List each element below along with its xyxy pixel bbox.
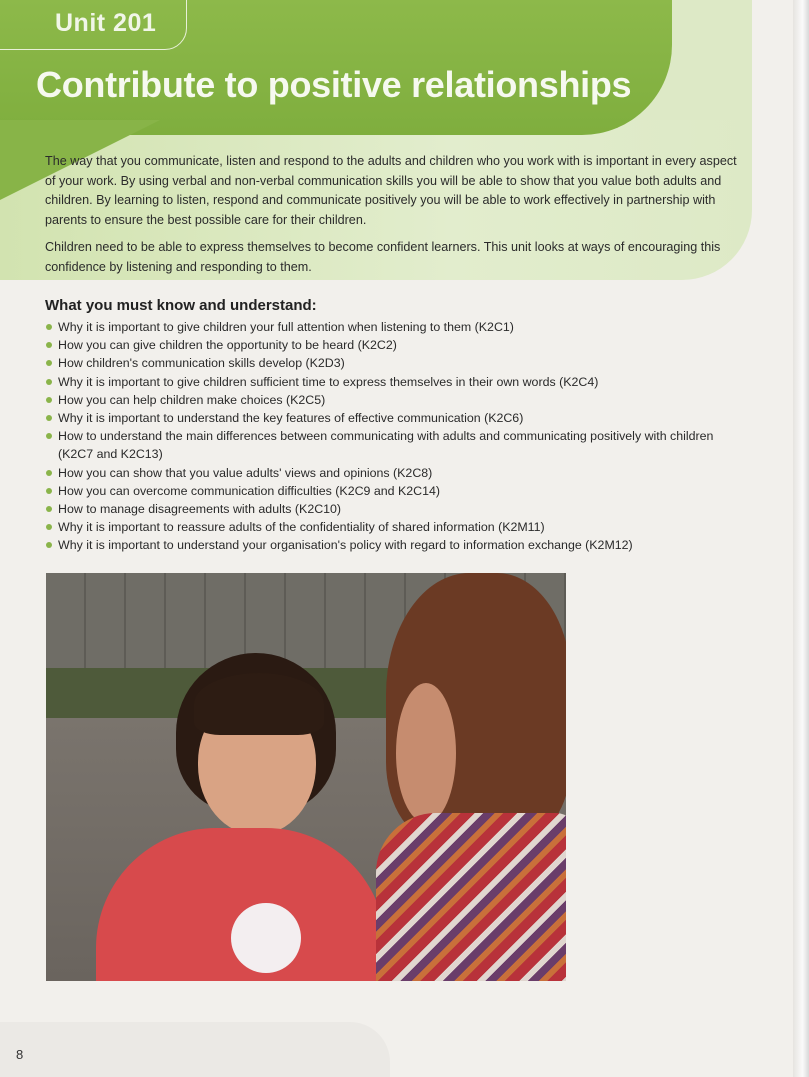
photo-woman-face <box>396 683 456 823</box>
learning-heading: What you must know and understand: <box>45 297 317 314</box>
bullet-icon <box>46 342 52 348</box>
learning-item <box>45 373 745 391</box>
page-gutter <box>793 0 809 1077</box>
learning-item-text: Why it is important to reassure adults of the confidentiality of shared information (K2M11) <box>58 520 545 535</box>
bullet-icon <box>46 433 52 439</box>
learning-item <box>45 500 745 518</box>
page-title: Contribute to positive relationships <box>36 64 632 105</box>
intro-text <box>45 152 745 285</box>
bullet-icon <box>46 470 52 476</box>
bullet-icon <box>46 360 52 366</box>
bullet-icon <box>46 506 52 512</box>
learning-item-text: How you can overcome communication difficulties (K2C9 and K2C14) <box>58 483 440 498</box>
bottom-shade <box>0 1022 390 1077</box>
learning-item <box>45 464 745 482</box>
bullet-icon <box>46 397 52 403</box>
unit-label: Unit 201 <box>55 9 157 37</box>
learning-item-text: Why it is important to understand the key features of effective communication (K2C6) <box>58 411 524 426</box>
learning-item <box>45 409 745 427</box>
learning-item-text: How children's communication skills develop (K2D3) <box>58 356 345 371</box>
learning-item-text: Why it is important to give children your full attention when listening to them (K2C1) <box>58 320 514 334</box>
learning-item-text: How you can help children make choices (K2C5) <box>58 392 326 407</box>
bullet-icon <box>46 379 52 385</box>
photo-woman-scarf <box>376 813 566 981</box>
learning-list <box>45 318 745 555</box>
learning-item <box>45 427 745 463</box>
learning-item <box>45 482 745 500</box>
learning-item-text: How to understand the main differences between communicating with adults and communicating positively with children (K2C7 and K2C13) <box>58 429 714 462</box>
learning-item-text: How you can show that you value adults' views and opinions (K2C8) <box>58 465 433 480</box>
learning-item <box>45 336 745 354</box>
bullet-icon <box>46 524 52 530</box>
learning-item-text: How to manage disagreements with adults (K2C10) <box>58 502 342 517</box>
learning-item <box>45 354 745 372</box>
learning-item <box>45 318 745 336</box>
learning-item-text: Why it is important to give children sufficient time to express themselves in their own words (K2C4) <box>58 374 599 389</box>
bullet-icon <box>46 415 52 421</box>
page-number: 8 <box>16 1047 24 1062</box>
intro-paragraph: Children need to be able to express themselves to become confident learners. This unit looks at ways of encouraging this confidence by listening and responding to them. <box>45 240 721 274</box>
learning-item <box>45 518 745 536</box>
bullet-icon <box>46 542 52 548</box>
learning-item-text: Why it is important to understand your organisation's policy with regard to information exchange (K2M12) <box>58 538 633 553</box>
learning-item <box>45 391 745 409</box>
photo-girl-bangs <box>194 673 324 735</box>
intro-paragraph: The way that you communicate, listen and respond to the adults and children who you work with is important in every aspect of your work. By using verbal and non-verbal communication skills you will be able to show that you value both adults and children. By learning to listen, respond and communicate positively you will be able to work effectively in partnership with parents to ensure the best possible care for their children. <box>45 154 737 227</box>
learning-item-text: How you can give children the opportunity to be heard (K2C2) <box>58 338 397 353</box>
photo-flower-print <box>231 903 301 973</box>
learning-item <box>45 536 745 554</box>
bullet-icon <box>46 324 52 330</box>
photo-girl-and-adult <box>46 573 566 981</box>
bullet-icon <box>46 488 52 494</box>
